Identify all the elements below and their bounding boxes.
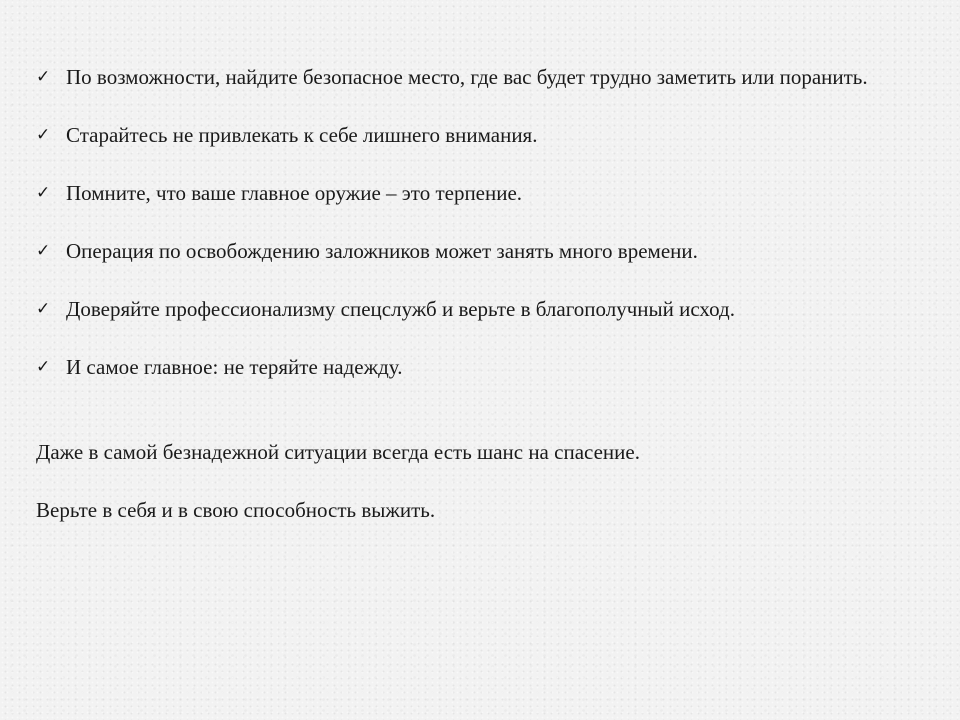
list-item-text: Помните, что ваше главное оружие – это терпение. xyxy=(66,181,523,205)
list-item-text: По возможности, найдите безопасное место, где вас будет трудно заметить или поранить. xyxy=(66,65,868,89)
check-icon: ✓ xyxy=(36,67,51,87)
list-item xyxy=(36,178,906,208)
list-item-text: Операция по освобождению заложников может занять много времени. xyxy=(66,239,698,263)
check-icon: ✓ xyxy=(36,125,51,145)
check-icon: ✓ xyxy=(36,299,51,319)
check-icon: ✓ xyxy=(36,241,51,261)
closing-paragraph: Даже в самой безнадежной ситуации всегда есть шанс на спасение. xyxy=(36,440,640,464)
list-item-text: И самое главное: не теряйте надежду. xyxy=(66,355,403,379)
list-item xyxy=(36,120,906,150)
closing-paragraph: Верьте в себя и в свою способность выжить. xyxy=(36,498,436,522)
list-item xyxy=(36,352,906,382)
list-item xyxy=(36,294,906,324)
check-icon: ✓ xyxy=(36,183,51,203)
list-item-text: Старайтесь не привлекать к себе лишнего внимания. xyxy=(66,123,538,147)
list-item xyxy=(36,62,906,92)
check-icon: ✓ xyxy=(36,357,51,377)
list-item xyxy=(36,236,906,266)
list-item-text: Доверяйте профессионализму спецслужб и верьте в благополучный исход. xyxy=(66,297,735,321)
checklist xyxy=(36,62,906,410)
